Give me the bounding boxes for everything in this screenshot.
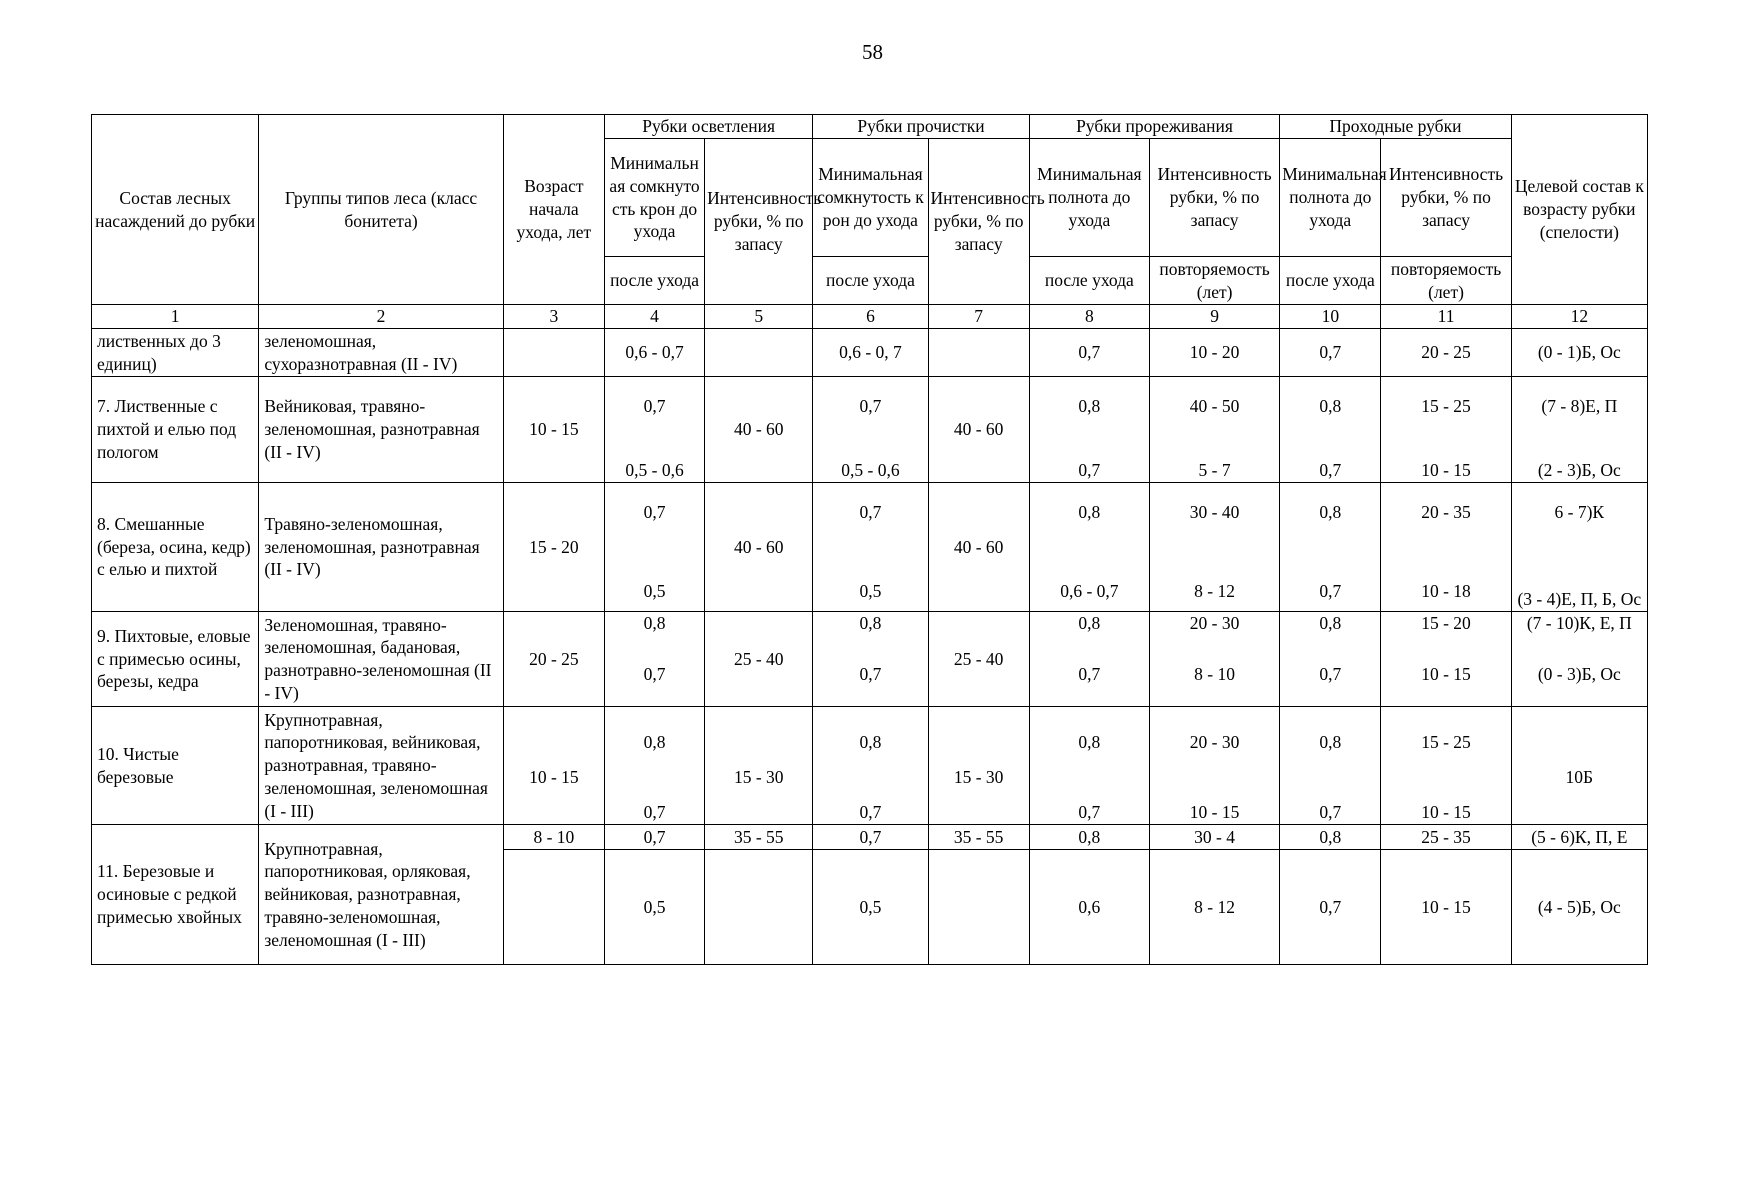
cell-c4b: 0,7	[643, 664, 666, 685]
cell-c7: 35 - 55	[928, 825, 1029, 850]
cell-c11: 20 - 25	[1381, 329, 1511, 377]
cell-c4: 0,6 - 0,7	[604, 329, 704, 377]
row-forest-types: Травяно-зеленомошная, зеленомошная, разнотравная (II - IV)	[259, 483, 503, 612]
row-start-age: 10 - 15	[503, 707, 604, 825]
cell-c12a: (7 - 8)Е, П	[1541, 396, 1618, 416]
cell-c6b: 0,5	[859, 581, 882, 602]
row-composition: 11. Березовые и осиновые с редкой примесью хвойных	[92, 825, 259, 965]
cell-c9b: 10 - 15	[1189, 802, 1240, 823]
cell-c11b: 10 - 18	[1421, 581, 1471, 602]
header-col7: Интенсивность рубки, % по запасу	[928, 139, 1029, 305]
column-number-row	[92, 305, 1648, 329]
header-col9-top: Интенсивность рубки, % по запасу	[1149, 139, 1279, 257]
header-col3: Возраст начала ухода, лет	[503, 115, 604, 305]
cell-c4b: 0,5	[604, 850, 704, 965]
column-number: 12	[1511, 305, 1647, 329]
cell-c5	[705, 329, 813, 377]
table-row	[92, 377, 1648, 483]
header-col2: Группы типов леса (класс бонитета)	[259, 115, 503, 305]
cell-c12: (0 - 1)Б, Ос	[1511, 329, 1647, 377]
cell-c8: 0,7	[1029, 329, 1149, 377]
cell-c8a: 0,8	[1029, 825, 1149, 850]
cell-c12b: (4 - 5)Б, Ос	[1511, 850, 1647, 965]
row-composition: 7. Лиственные с пихтой и елью под пологом	[92, 377, 259, 483]
cell-c10b: 0,7	[1319, 581, 1342, 602]
cell-c9b: 8 - 10	[1194, 664, 1235, 685]
header-col5: Интенсивность рубки, % по запасу	[705, 139, 813, 305]
row-start-age: 10 - 15	[503, 377, 604, 483]
cell-c8a: 0,8	[1078, 732, 1101, 752]
cell-c11a: 15 - 25	[1421, 396, 1471, 416]
cell-c6a: 0,7	[859, 396, 882, 416]
cell-c11b: 10 - 15	[1421, 664, 1471, 685]
cell-c4b: 0,7	[643, 802, 666, 823]
cell-c6: 0,6 - 0, 7	[813, 329, 928, 377]
column-number: 1	[92, 305, 259, 329]
cell-c9a: 30 - 40	[1189, 502, 1240, 522]
row-composition: лиственных до 3 единиц)	[92, 329, 259, 377]
column-number: 5	[705, 305, 813, 329]
cell-c10b: 0,7	[1319, 802, 1342, 823]
cell-c7-empty	[928, 850, 1029, 965]
cell-c10a: 0,8	[1319, 613, 1342, 633]
header-group-prokhodnye: Проходные рубки	[1280, 115, 1511, 139]
header-group-prochistka: Рубки прочистки	[813, 115, 1029, 139]
cell-c5: 15 - 30	[705, 707, 813, 825]
cell-c6a: 0,8	[859, 613, 882, 633]
cell-c9a: 40 - 50	[1189, 396, 1240, 416]
cell-c6b: 0,5	[813, 850, 928, 965]
column-number: 9	[1149, 305, 1279, 329]
cell-c4a: 0,7	[643, 502, 666, 522]
cell-c4a: 0,7	[604, 825, 704, 850]
cell-c11a: 15 - 20	[1421, 613, 1471, 633]
row-start-age: 8 - 10	[503, 825, 604, 850]
cell-c6a: 0,8	[859, 732, 882, 752]
cell-c12a: (7 - 10)К, Е, П	[1526, 613, 1632, 633]
cell-c10a: 0,8	[1280, 825, 1381, 850]
header-col11-top: Интенсивность рубки, % по запасу	[1381, 139, 1511, 257]
cell-c6b: 0,7	[859, 664, 882, 685]
column-number: 3	[503, 305, 604, 329]
cell-c12a: (5 - 6)К, П, Е	[1511, 825, 1647, 850]
header-col12: Целевой состав к возрасту рубки (спелости)	[1511, 115, 1647, 305]
cell-c10b: 0,7	[1319, 460, 1342, 481]
cell-c10a: 0,8	[1319, 396, 1342, 416]
cell-c9b: 5 - 7	[1198, 460, 1231, 481]
row-forest-types: Крупнотравная, папоротниковая, орляковая, вейниковая, разнотравная, травяно-зеленомошная, зеленомошная (I - III)	[259, 825, 503, 965]
header-col8-bottom: после ухода	[1029, 257, 1149, 305]
header-col10-bottom: после ухода	[1280, 257, 1381, 305]
row-forest-types: Вейниковая, травяно-зеленомошная, разнотравная (II - IV)	[259, 377, 503, 483]
row-composition: 9. Пихтовые, еловые с примесью осины, березы, кедра	[92, 612, 259, 707]
column-number: 8	[1029, 305, 1149, 329]
cell-c6a: 0,7	[813, 825, 928, 850]
page-number: 58	[862, 40, 883, 64]
column-number: 11	[1381, 305, 1511, 329]
cell-c10b: 0,7	[1280, 850, 1381, 965]
cell-c12b: (2 - 3)Б, Ос	[1537, 460, 1621, 481]
column-number: 10	[1280, 305, 1381, 329]
header-col4-top: Минимальная сомкнутость крон до ухода	[604, 139, 704, 257]
cell-c11a: 20 - 35	[1421, 502, 1471, 522]
cell-c8a: 0,8	[1078, 502, 1101, 522]
cell-c11b: 10 - 15	[1381, 850, 1511, 965]
row-start-age: 20 - 25	[503, 612, 604, 707]
cell-c8b: 0,7	[1078, 802, 1101, 823]
row-start-age-empty	[503, 850, 604, 965]
cell-c12b: (0 - 3)Б, Ос	[1537, 664, 1621, 685]
header-group-osvetlenie: Рубки осветления	[604, 115, 812, 139]
cell-c8b: 0,6	[1029, 850, 1149, 965]
cell-c12b: (3 - 4)Е, П, Б, Ос	[1517, 589, 1642, 610]
table-row	[92, 707, 1648, 825]
cell-c5: 40 - 60	[705, 377, 813, 483]
row-forest-types: зеленомошная, сухоразнотравная (II - IV)	[259, 329, 503, 377]
column-number: 2	[259, 305, 503, 329]
row-composition: 8. Смешанные (береза, осина, кедр) с елью и пихтой	[92, 483, 259, 612]
table-row	[92, 825, 1648, 850]
cell-c10a: 0,8	[1319, 502, 1342, 522]
cell-c4b: 0,5 - 0,6	[625, 460, 684, 481]
row-start-age	[503, 329, 604, 377]
cell-c11a: 15 - 25	[1421, 732, 1471, 752]
table-row	[92, 612, 1648, 707]
cell-c9a: 30 - 4	[1149, 825, 1279, 850]
cell-c9b: 8 - 12	[1149, 850, 1279, 965]
table-row	[92, 483, 1648, 612]
cell-c7: 25 - 40	[928, 612, 1029, 707]
header-col10-top: Минимальная полнота до ухода	[1280, 139, 1381, 257]
header-group-prorezhivanie: Рубки прореживания	[1029, 115, 1279, 139]
cell-c5-empty	[705, 850, 813, 965]
cell-c8b: 0,7	[1078, 664, 1101, 685]
row-forest-types: Зеленомошная, травяно-зеленомошная, бадановая, разнотравно-зеленомошная (II - IV)	[259, 612, 503, 707]
column-number: 4	[604, 305, 704, 329]
row-start-age: 15 - 20	[503, 483, 604, 612]
cell-c5: 25 - 40	[705, 612, 813, 707]
header-col6-bottom: после ухода	[813, 257, 928, 305]
cell-c6a: 0,7	[859, 502, 882, 522]
cell-c8a: 0,8	[1078, 396, 1101, 416]
row-forest-types: Крупнотравная, папоротниковая, вейниковая, разнотравная, травяно-зеленомошная, зеленомошная (I - III)	[259, 707, 503, 825]
cell-c12: 10Б	[1511, 707, 1647, 825]
cell-c10a: 0,8	[1319, 732, 1342, 752]
cell-c6b: 0,5 - 0,6	[841, 460, 900, 481]
header-col6-top: Минимальная сомкнутость крон до ухода	[813, 139, 928, 257]
header-row-groups	[92, 115, 1648, 139]
cell-c4b: 0,5	[643, 581, 666, 602]
cell-c7: 40 - 60	[928, 377, 1029, 483]
cell-c4a: 0,7	[643, 396, 666, 416]
cell-c5: 40 - 60	[705, 483, 813, 612]
cell-c4a: 0,8	[643, 613, 666, 633]
header-col1: Состав лесных насаждений до рубки	[92, 115, 259, 305]
cell-c6b: 0,7	[859, 802, 882, 823]
cell-c9a: 20 - 30	[1189, 613, 1240, 633]
cell-c11b: 10 - 15	[1421, 460, 1471, 481]
row-composition: 10. Чистые березовые	[92, 707, 259, 825]
cell-c9b: 8 - 12	[1194, 581, 1235, 602]
cell-c9a: 20 - 30	[1189, 732, 1240, 752]
cell-c8b: 0,7	[1078, 460, 1101, 481]
cell-c7: 40 - 60	[928, 483, 1029, 612]
header-col11-bottom: повторяемость (лет)	[1381, 257, 1511, 305]
cell-c7: 15 - 30	[928, 707, 1029, 825]
cell-c8b: 0,6 - 0,7	[1060, 581, 1119, 602]
header-col9-bottom: повторяемость (лет)	[1149, 257, 1279, 305]
header-col8-top: Минимальная полнота до ухода	[1029, 139, 1149, 257]
header-col4-bottom: после ухода	[604, 257, 704, 305]
table-row	[92, 329, 1648, 377]
cell-c8a: 0,8	[1078, 613, 1101, 633]
cell-c4a: 0,8	[643, 732, 666, 752]
cell-c12a: 6 - 7)К	[1554, 502, 1605, 522]
cell-c11a: 25 - 35	[1381, 825, 1511, 850]
cell-c10b: 0,7	[1319, 664, 1342, 685]
cell-c10: 0,7	[1280, 329, 1381, 377]
cell-c11b: 10 - 15	[1421, 802, 1471, 823]
column-number: 6	[813, 305, 928, 329]
forest-care-table	[91, 114, 1648, 965]
column-number: 7	[928, 305, 1029, 329]
cell-c5: 35 - 55	[705, 825, 813, 850]
cell-c9: 10 - 20	[1149, 329, 1279, 377]
cell-c7	[928, 329, 1029, 377]
